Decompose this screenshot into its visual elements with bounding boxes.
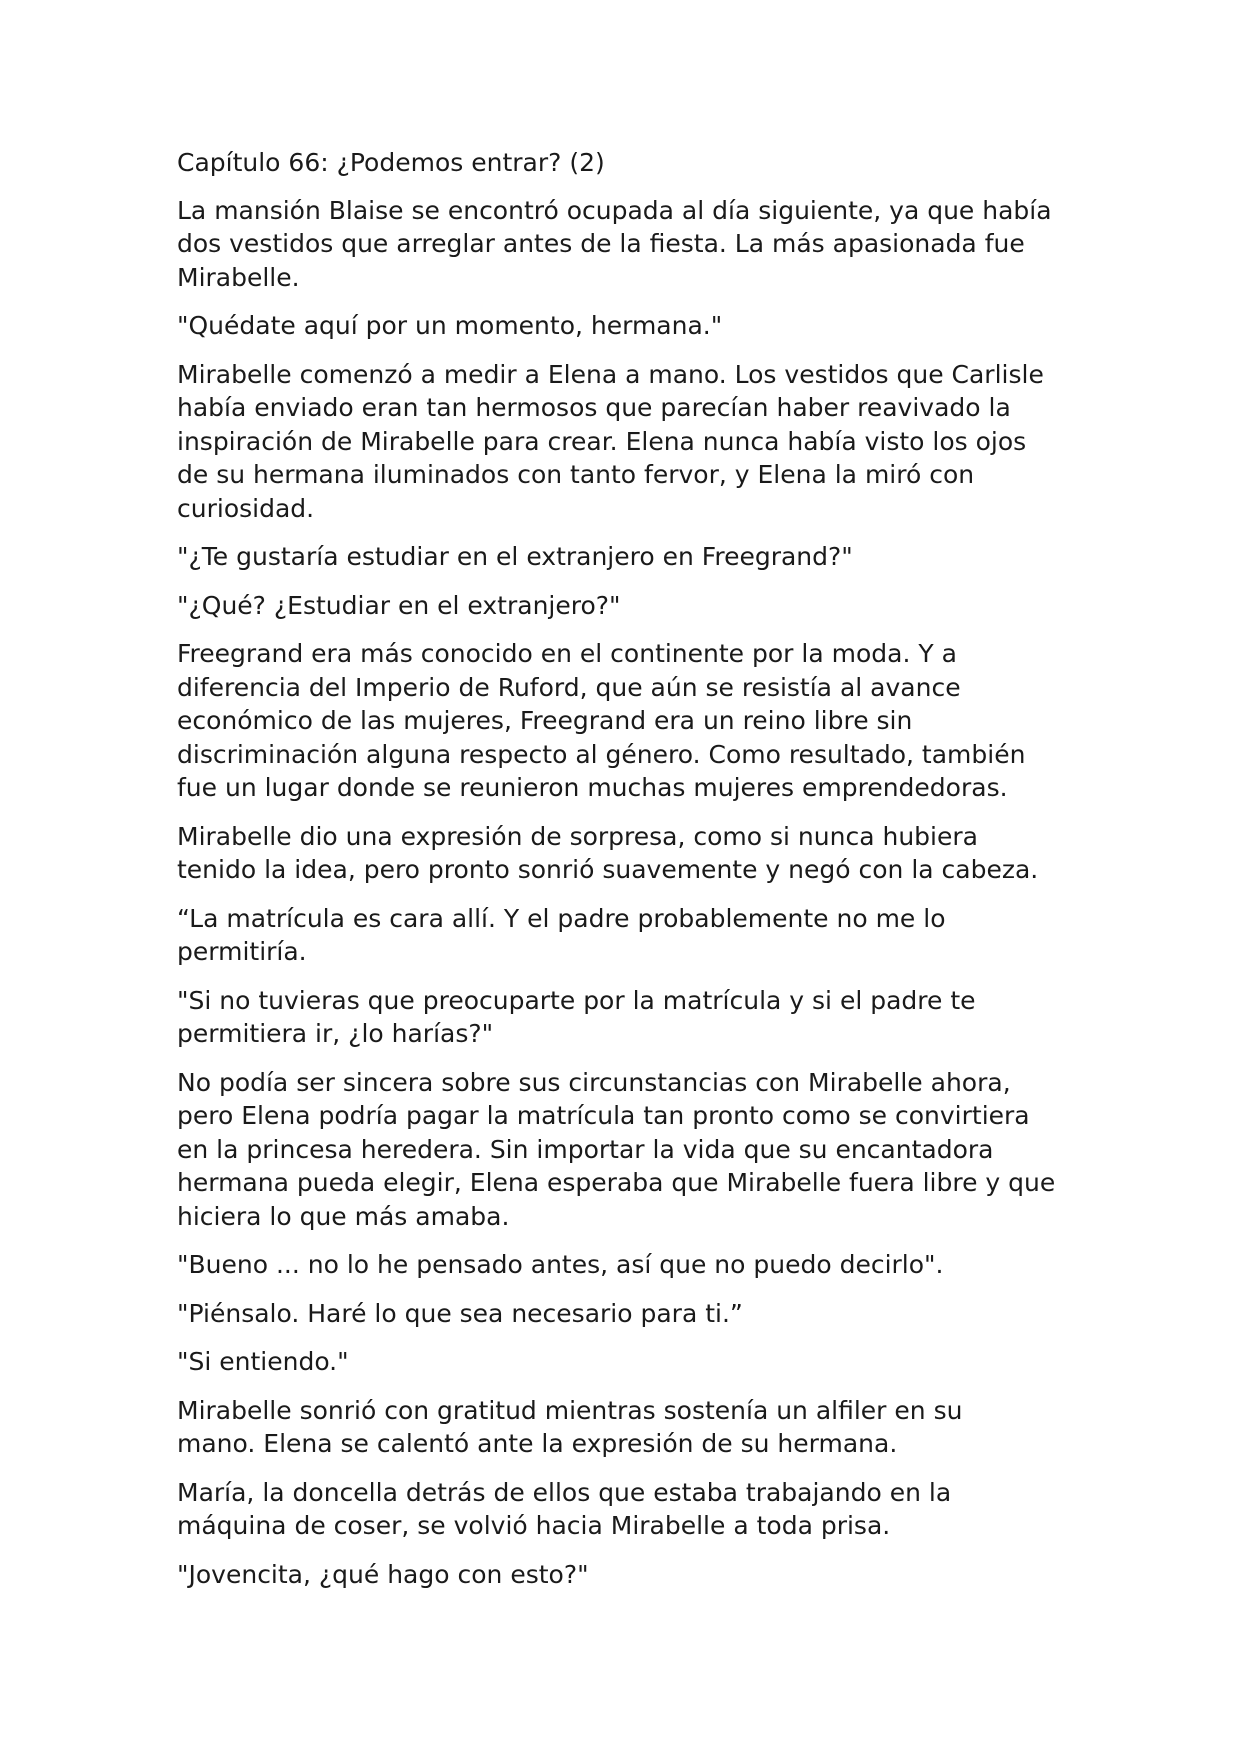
text-line: Mirabelle. [177,262,300,292]
text-line: máquina de coser, se volvió hacia Mirabelle a toda prisa. [177,1511,891,1540]
text-line: “La matrícula es cara allí. Y el padre probablemente no me lo [177,903,946,933]
paragraph [177,1248,1067,1282]
paragraph [177,1297,1067,1331]
paragraph [177,637,1067,805]
text-line: había enviado eran tan hermosos que parecían haber reavivado la [177,393,1011,422]
text-line: dos vestidos que arreglar antes de la fiesta. La más apasionada fue [177,229,1025,258]
text-line: curiosidad. [177,493,315,523]
chapter-title: Capítulo 66: ¿Podemos entrar? (2) [177,148,605,177]
text-line: hermana pueda elegir, Elena esperaba que Mirabelle fuera libre y que [177,1168,1056,1197]
text-line: mano. Elena se calentó ante la expresión de su hermana. [177,1429,898,1458]
paragraph [177,820,1067,887]
text-line: hiciera lo que más amaba. [177,1201,510,1231]
text-line: "Jovencita, ¿qué hago con esto?" [177,1559,589,1589]
paragraph [177,1345,1067,1379]
text-line: económico de las mujeres, Freegrand era un reino libre sin [177,706,913,735]
text-line: discriminación alguna respecto al género. Como resultado, también [177,739,1026,769]
text-line: "¿Te gustaría estudiar en el extranjero en Freegrand?" [177,542,853,571]
document-page [177,146,1067,1606]
text-line: de su hermana iluminados con tanto fervor, y Elena la miró con [177,460,975,489]
paragraph [177,984,1067,1051]
text-line: "Quédate aquí por un momento, hermana." [177,311,723,340]
text-line: La mansión Blaise se encontró ocupada al día siguiente, ya que había [177,195,1052,225]
text-line: "¿Qué? ¿Estudiar en el extranjero?" [177,590,621,620]
text-line: en la princesa heredera. Sin importar la vida que su encantadora [177,1134,994,1164]
text-line: tenido la idea, pero pronto sonrió suavemente y negó con la cabeza. [177,855,1039,884]
text-line: Mirabelle dio una expresión de sorpresa, como si nunca hubiera [177,821,978,851]
text-line: María, la doncella detrás de ellos que estaba trabajando en la [177,1477,952,1507]
text-line: diferencia del Imperio de Ruford, que aún se resistía al avance [177,672,961,702]
text-line: permitiera ir, ¿lo harías?" [177,1019,494,1048]
document-body [177,194,1067,1592]
text-line: "Si entiendo." [177,1347,349,1376]
text-line: No podía ser sincera sobre sus circunstancias con Mirabelle ahora, [177,1067,1011,1097]
paragraph [177,1558,1067,1592]
paragraph [177,589,1067,623]
text-line: permitiría. [177,937,307,966]
text-line: inspiración de Mirabelle para crear. Elena nunca había visto los ojos [177,426,1027,456]
text-line: fue un lugar donde se reunieron muchas mujeres emprendedoras. [177,773,1008,802]
paragraph [177,902,1067,969]
paragraph [177,358,1067,526]
text-line: "Bueno ... no lo he pensado antes, así que no puedo decirlo". [177,1250,944,1279]
text-line: "Piénsalo. Haré lo que sea necesario para ti.” [177,1298,743,1328]
text-line: pero Elena podría pagar la matrícula tan pronto como se convirtiera [177,1101,1030,1130]
paragraph [177,1394,1067,1461]
text-line: "Si no tuvieras que preocuparte por la matrícula y si el padre te [177,985,976,1015]
paragraph [177,194,1067,295]
text-line: Mirabelle comenzó a medir a Elena a mano. Los vestidos que Carlisle [177,359,1044,389]
paragraph [177,1476,1067,1543]
text-line: Freegrand era más conocido en el continente por la moda. Y a [177,639,957,668]
paragraph [177,540,1067,574]
paragraph [177,309,1067,343]
text-line: Mirabelle sonrió con gratitud mientras sostenía un alfiler en su [177,1395,963,1425]
paragraph [177,1066,1067,1234]
